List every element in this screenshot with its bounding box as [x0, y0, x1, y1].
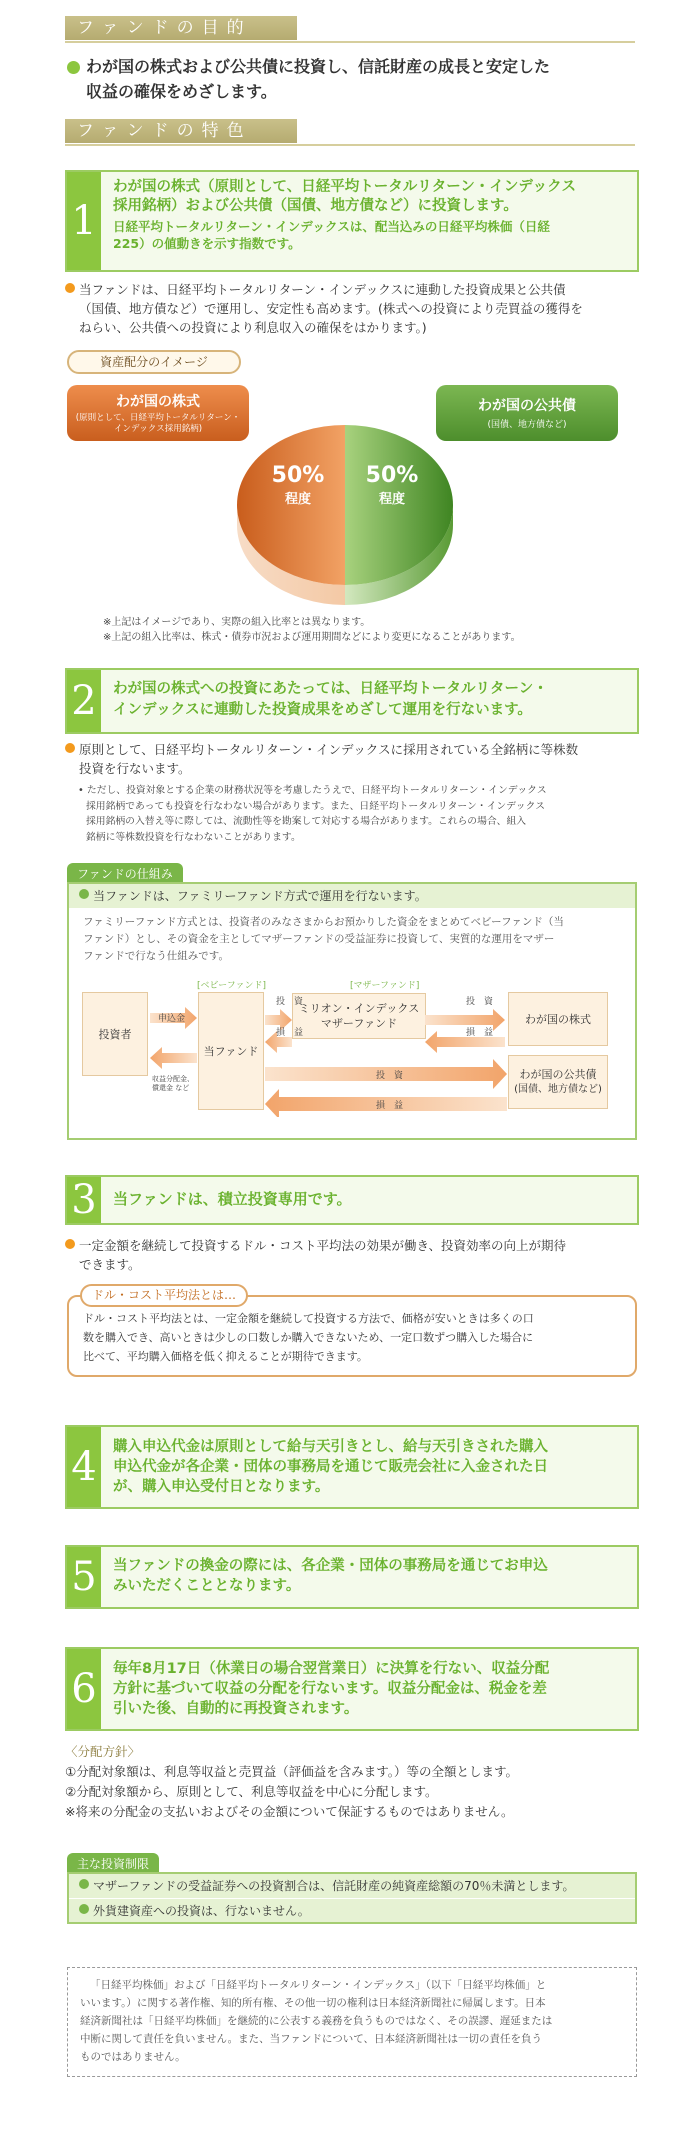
bullet-icon	[67, 61, 80, 74]
this-fund-box: 当ファンド	[198, 992, 264, 1110]
pie-label-stock: 50% 程度	[271, 463, 325, 507]
feature-number: 3	[67, 1177, 101, 1223]
dca-label: ドル・コスト平均法とは…	[80, 1284, 248, 1307]
feature-6-box	[65, 1647, 639, 1731]
feature-5-box	[65, 1545, 639, 1609]
feature-number: 4	[67, 1427, 101, 1507]
limits-tab: 主な投資制限	[67, 1853, 159, 1874]
baby-fund-label: [ベビーファンド]	[197, 981, 267, 991]
dca-description: ドル・コスト平均法とは、一定金額を継続して投資する方法で、価格が安いときは多くの口 数を購入でき、高いときは少しの口数しか購入できないため、一定口数ずつ購入した場合に 比べて、平均購入価格を低く抑えることが期待できます。	[83, 1312, 534, 1363]
scheme-arrows	[145, 1005, 515, 1117]
stock-label: わが国の株式 (原則として、日経平均トータルリターン・ インデックス採用銘柄)	[67, 385, 249, 441]
pnl-label-1: 損 益	[276, 1028, 304, 1038]
feature-1-box	[65, 170, 639, 272]
mother-fund-label: [マザーファンド]	[350, 981, 420, 991]
distribution-policy: 〈分配方針〉 ①分配対象額は、利息等収益と売買益（評価益を含みます。）等の全額とします。 ②分配対象額から、原則として、利息等収益を中心に分配します。 ※将来の分配金の支払いおよびその金額について保証するものではありません。	[65, 1744, 518, 1819]
bullet-icon	[79, 1904, 89, 1914]
feature-2-note: • ただし、投資対象とする企業の財務状況等を考慮したうえで、日経平均トータルリターン・インデックス 採用銘柄であっても投資を行なわない場合があります。また、日経平均トータルリターン・インデックス 採用銘柄の入替え等に際しては、流動性等を勘案して対応する場合があります。これらの場合、組入 銘柄に等株数投資を行なわないことがあります。	[78, 785, 547, 843]
bullet-icon	[79, 889, 89, 899]
disclaimer-box: 「日経平均株価」および「日経平均トータルリターン・インデックス」（以下「日経平均株価」と いいます。）に関する著作権、知的所有権、その他一切の権利は日本経済新聞社に帰属します。日本 経済新聞社は「日経平均株価」を継続的に公表する義務を負うものではなく、その誤謬、遅延または 中断に関して責任を負いません。また、当ファンドについて、日本経済新聞社は一切の責任を負う ものではありません。	[67, 1967, 637, 2077]
bullet-icon	[65, 283, 75, 293]
bullet-icon	[79, 1879, 89, 1889]
limit-item: マザーファンドの受益証券への投資割合は、信託財産の純資産総額の70％未満とします。	[69, 1874, 635, 1899]
divider	[65, 41, 635, 43]
feature-1-title: わが国の株式（原則として、日経平均トータルリターン・インデックス 採用銘柄）および公共債（国債、地方債など）に投資します。	[113, 179, 576, 214]
scheme-description: ファミリーファンド方式とは、投資者のみなさまからお預かりした資金をまとめてベビーファンド（当 ファンド）とし、その資金を主としてマザーファンドの受益証券に投資して、実質的な運用をマザー ファンドで行なう仕組みです。	[83, 916, 564, 962]
purpose-text: わが国の株式および公共債に投資し、信託財産の成長と安定した 収益の確保をめざします。	[67, 54, 647, 104]
feature-number: 5	[67, 1547, 101, 1607]
feature-2-box	[65, 668, 639, 734]
scheme-tab: ファンドの仕組み	[67, 863, 183, 884]
feature-1-body: 当ファンドは、日経平均トータルリターン・インデックスに連動した投資成果と公共債 （国債、地方債など）で運用し、安定性も高めます。(株式への投資により売買益の獲得を ねらい、公共債への投資により利息収入の確保をはかります。)	[65, 280, 640, 337]
feature-5-title: 当ファンドの換金の際には、各企業・団体の事務局を通じてお申込 みいただくこととなります。	[113, 1558, 548, 1594]
policy-heading: 〈分配方針〉	[65, 1744, 141, 1759]
invest-label-1: 投 資	[276, 997, 304, 1007]
limit-item: 外貨建資産への投資は、行ないません。	[69, 1899, 635, 1923]
allocation-notes: ※上記はイメージであり、実際の組入比率とは異なります。 ※上記の組入比率は、株式・債券市況および運用期間などにより変更になることがあります。	[103, 617, 521, 643]
feature-number: 6	[67, 1649, 101, 1729]
payout-label: 収益分配金、 償還金 など	[152, 1075, 194, 1092]
invest-label-2: 投 資	[466, 997, 494, 1007]
feature-2-title: わが国の株式への投資にあたっては、日経平均トータルリターン・ インデックスに連動した投資成果をめざして運用を行ないます。	[113, 681, 548, 718]
purpose-heading: ファンドの目的	[65, 16, 297, 40]
bond-label: わが国の公共債 (国債、地方債など)	[436, 385, 618, 441]
limits-box	[67, 1872, 637, 1924]
bullet-icon	[65, 743, 75, 753]
pnl-label-3: 損 益	[376, 1101, 404, 1111]
feature-3-title: 当ファンドは、積立投資専用です。	[113, 1190, 352, 1208]
invest-label-3: 投 資	[376, 1071, 404, 1081]
pie-label-bond: 50% 程度	[365, 463, 419, 507]
apply-label: 申込金	[158, 1014, 186, 1024]
feature-4-title: 購入申込代金は原則として給与天引きとし、給与天引きされた購入 申込代金が各企業・団体の事務局を通じて販売会社に入金された日 が、購入申込受付日となります。	[113, 1439, 548, 1495]
dca-box	[67, 1295, 637, 1377]
feature-3-body: 一定金額を継続して投資するドル・コスト平均法の効果が働き、投資効率の向上が期待 できます。	[65, 1236, 640, 1274]
feature-1-subtitle: 日経平均トータルリターン・インデックスは、配当込みの日経平均株価（日経 225）の値動きを示す指数です。	[113, 219, 550, 251]
bonds-box: わが国の公共債 (国債、地方債など)	[508, 1055, 608, 1109]
scheme-headline: 当ファンドは、ファミリーファンド方式で運用を行ないます。	[69, 884, 635, 908]
bullet-icon	[65, 1239, 75, 1249]
allocation-label: 資産配分のイメージ	[67, 350, 241, 374]
allocation-pie	[232, 420, 458, 610]
stocks-box: わが国の株式	[508, 992, 608, 1046]
investor-box: 投資者	[82, 992, 148, 1076]
pnl-label-2: 損 益	[466, 1028, 494, 1038]
feature-6-title: 毎年8月17日（休業日の場合翌営業日）に決算を行ない、収益分配 方針に基づいて収益の分配を行ないます。収益分配金は、税金を差 引いた後、自動的に再投資されます。	[113, 1661, 550, 1717]
features-heading: ファンドの特色	[65, 119, 297, 143]
feature-2-body: 原則として、日経平均トータルリターン・インデックスに採用されている全銘柄に等株数 投資を行ないます。	[65, 740, 640, 778]
feature-3-box	[65, 1175, 639, 1225]
mother-fund-box: ミリオン・インデックス マザーファンド	[292, 993, 426, 1039]
divider	[65, 144, 635, 146]
feature-number: 1	[67, 172, 101, 270]
feature-4-box	[65, 1425, 639, 1509]
feature-number: 2	[67, 670, 101, 732]
